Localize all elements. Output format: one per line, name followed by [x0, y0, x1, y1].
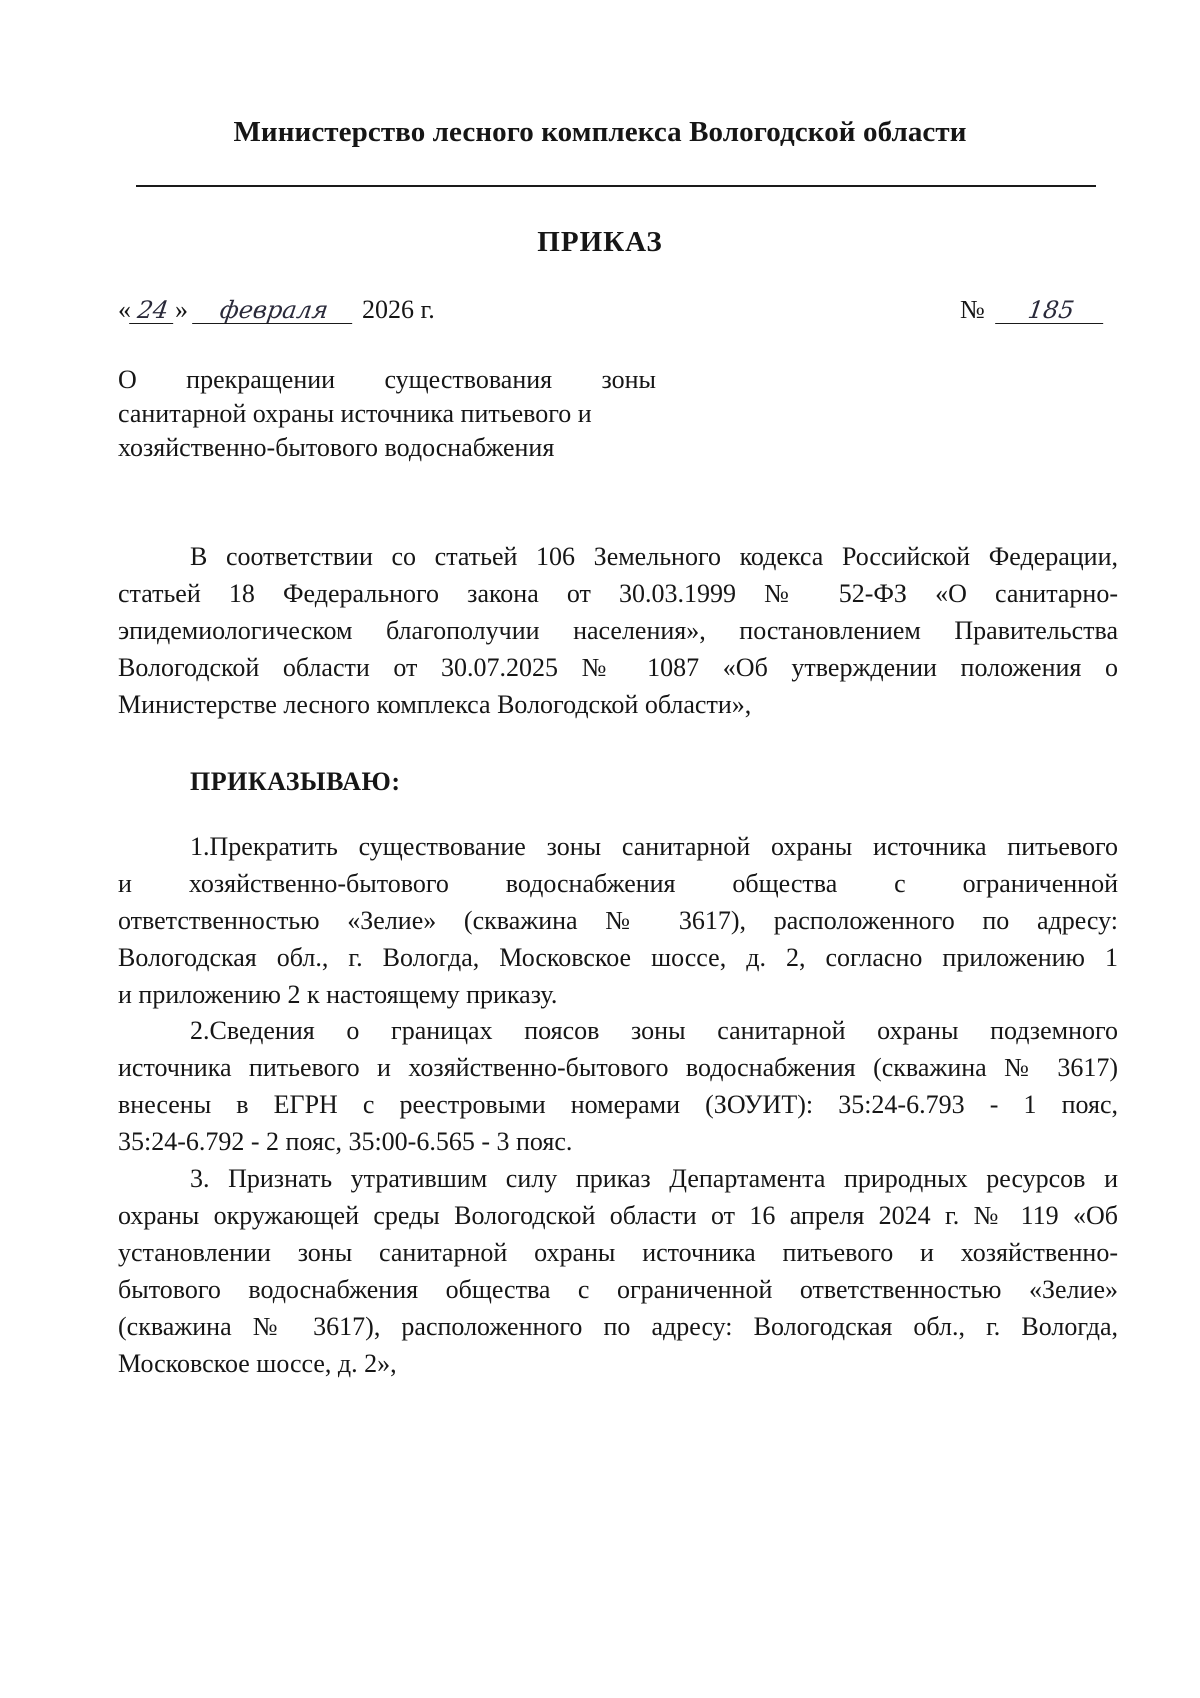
header-divider — [136, 185, 1096, 187]
paragraph-line: статьей 18 Федерального закона от 30.03.1999 № 52-ФЗ «О санитарно- — [118, 579, 1118, 608]
paragraph-line: внесены в ЕГРН с реестровыми номерами (ЗОУИТ): 35:24-6.793 - 1 пояс, — [118, 1090, 1118, 1119]
document-type-title: ПРИКАЗ — [537, 226, 663, 258]
organization-name: Министерство лесного комплекса Вологодской области — [233, 116, 967, 148]
date-close-quote: » — [175, 295, 188, 324]
paragraph-line: бытового водоснабжения общества с ограниченной ответственностью «Зелие» — [118, 1275, 1118, 1304]
handwritten-day: 24 — [129, 297, 177, 324]
paragraph-line: ответственностью «Зелие» (скважина № 3617), расположенного по адресу: — [118, 906, 1118, 935]
paragraph-line: охраны окружающей среды Вологодской области от 16 апреля 2024 г. № 119 «Об — [118, 1201, 1118, 1230]
subject-line: санитарной охраны источника питьевого и — [118, 399, 592, 428]
order-date — [118, 295, 435, 325]
subject-line: О прекращении существования зоны — [118, 365, 656, 394]
paragraph-line: установлении зоны санитарной охраны источника питьевого и хозяйственно- — [118, 1238, 1118, 1267]
order-item-1 — [118, 828, 1118, 1013]
order-item-3 — [118, 1160, 1118, 1382]
paragraph-line: 35:24-6.792 - 2 пояс, 35:00-6.565 - 3 пояс. — [118, 1127, 573, 1156]
date-open-quote: « — [118, 295, 131, 324]
paragraph-line: Московское шоссе, д. 2», — [118, 1349, 397, 1378]
paragraph-line: Вологодской области от 30.07.2025 № 1087 «Об утверждении положения о — [118, 653, 1118, 682]
date-year: 2026 г. — [362, 295, 435, 324]
paragraph-line: Вологодская обл., г. Вологда, Московское шоссе, д. 2, согласно приложению 1 — [118, 943, 1118, 972]
paragraph-line: (скважина № 3617), расположенного по адресу: Вологодская обл., г. Вологда, — [118, 1312, 1118, 1341]
subject-line: хозяйственно-бытового водоснабжения — [118, 433, 555, 462]
paragraph-line: и приложению 2 к настоящему приказу. — [118, 980, 558, 1009]
order-item-2 — [118, 1012, 1118, 1160]
paragraph-line: источника питьевого и хозяйственно-бытового водоснабжения (скважина № 3617) — [118, 1053, 1118, 1082]
legal-basis-paragraph — [118, 538, 1118, 723]
handwritten-number: 185 — [995, 297, 1107, 324]
paragraph-line: эпидемиологическом благополучии населения», постановлением Правительства — [118, 616, 1118, 645]
number-label: № — [960, 295, 985, 324]
order-subject — [118, 363, 656, 465]
paragraph-line: и хозяйственно-бытового водоснабжения общества с ограниченной — [118, 869, 1118, 898]
paragraph-line: Министерстве лесного комплекса Вологодской области», — [118, 690, 752, 719]
paragraph-line: 1.Прекратить существование зоны санитарной охраны источника питьевого — [190, 832, 1118, 861]
paragraph-line: 2.Сведения о границах поясов зоны санитарной охраны подземного — [190, 1016, 1118, 1045]
handwritten-month: февраля — [192, 297, 356, 324]
paragraph-line: 3. Признать утратившим силу приказ Департамента природных ресурсов и — [190, 1164, 1118, 1193]
order-number — [960, 295, 1105, 325]
order-directive-heading: ПРИКАЗЫВАЮ: — [190, 767, 401, 796]
paragraph-line: В соответствии со статьей 106 Земельного кодекса Российской Федерации, — [190, 542, 1118, 571]
